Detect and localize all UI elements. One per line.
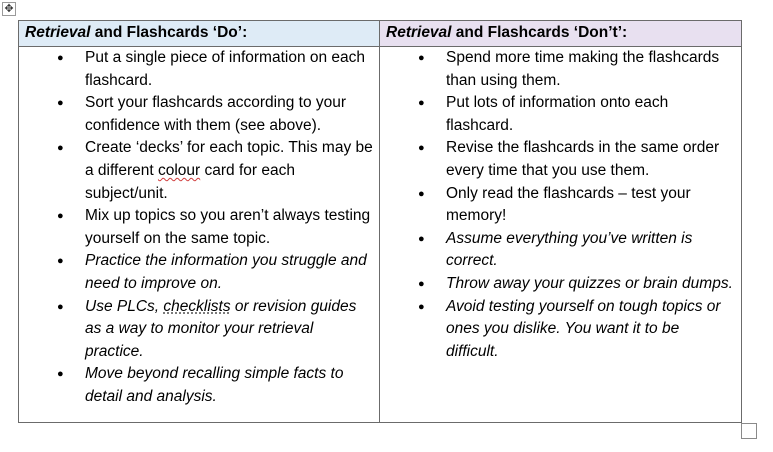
spelling-flag[interactable]: colour — [157, 161, 201, 179]
do-item-text: or revision guides as a way to monitor your retrieval practice. — [85, 297, 357, 360]
flashcards-table — [18, 20, 742, 423]
dont-item: ● Revise the flashcards in the same order every time that you use them. — [380, 137, 741, 182]
grammar-flag[interactable]: checklists — [163, 297, 231, 315]
do-list — [19, 47, 379, 409]
do-item-text: card for each subject/unit. — [85, 161, 295, 202]
table-move-handle-icon[interactable]: ✥ — [2, 2, 16, 16]
dont-list — [380, 47, 741, 363]
do-header-italic: Retrieval — [25, 24, 91, 41]
dont-item: ● Put lots of information onto each flashcard. — [380, 92, 741, 137]
table-resize-handle-icon[interactable] — [741, 423, 757, 439]
do-item: ● Practice the information you struggle and need to improve on. — [19, 250, 379, 295]
dont-header[interactable] — [380, 21, 742, 47]
do-item — [19, 296, 379, 364]
dont-item: ● Throw away your quizzes or brain dumps. — [380, 273, 741, 296]
do-item: ● Move beyond recalling simple facts to detail and analysis. — [19, 363, 379, 408]
do-cell[interactable] — [19, 47, 380, 423]
do-item-text: Create ‘decks’ for each topic. This may be a different — [85, 139, 373, 179]
dont-cell[interactable] — [380, 47, 742, 423]
do-item: ● Put a single piece of information on each flashcard. — [19, 47, 379, 92]
do-item: ● Sort your flashcards according to your confidence with them (see above). — [19, 92, 379, 137]
do-item-text: Use PLCs, — [85, 297, 164, 315]
do-item — [19, 137, 379, 205]
dont-item: ● Spend more time making the flashcards than using them. — [380, 47, 741, 92]
body-row — [19, 47, 742, 423]
dont-header-italic: Retrieval — [386, 24, 452, 41]
dont-item: ● Only read the flashcards – test your memory! — [380, 183, 741, 228]
do-header[interactable] — [19, 21, 380, 47]
dont-item: ● Assume everything you’ve written is correct. — [380, 228, 741, 273]
header-row — [19, 21, 742, 47]
dont-header-text: and Flashcards ‘Don’t’: — [451, 24, 628, 41]
do-header-text: and Flashcards ‘Do’: — [90, 24, 248, 41]
do-item: ● Mix up topics so you aren’t always testing yourself on the same topic. — [19, 205, 379, 250]
dont-item: ● Avoid testing yourself on tough topics or ones you dislike. You want it to be difficult. — [380, 296, 741, 364]
